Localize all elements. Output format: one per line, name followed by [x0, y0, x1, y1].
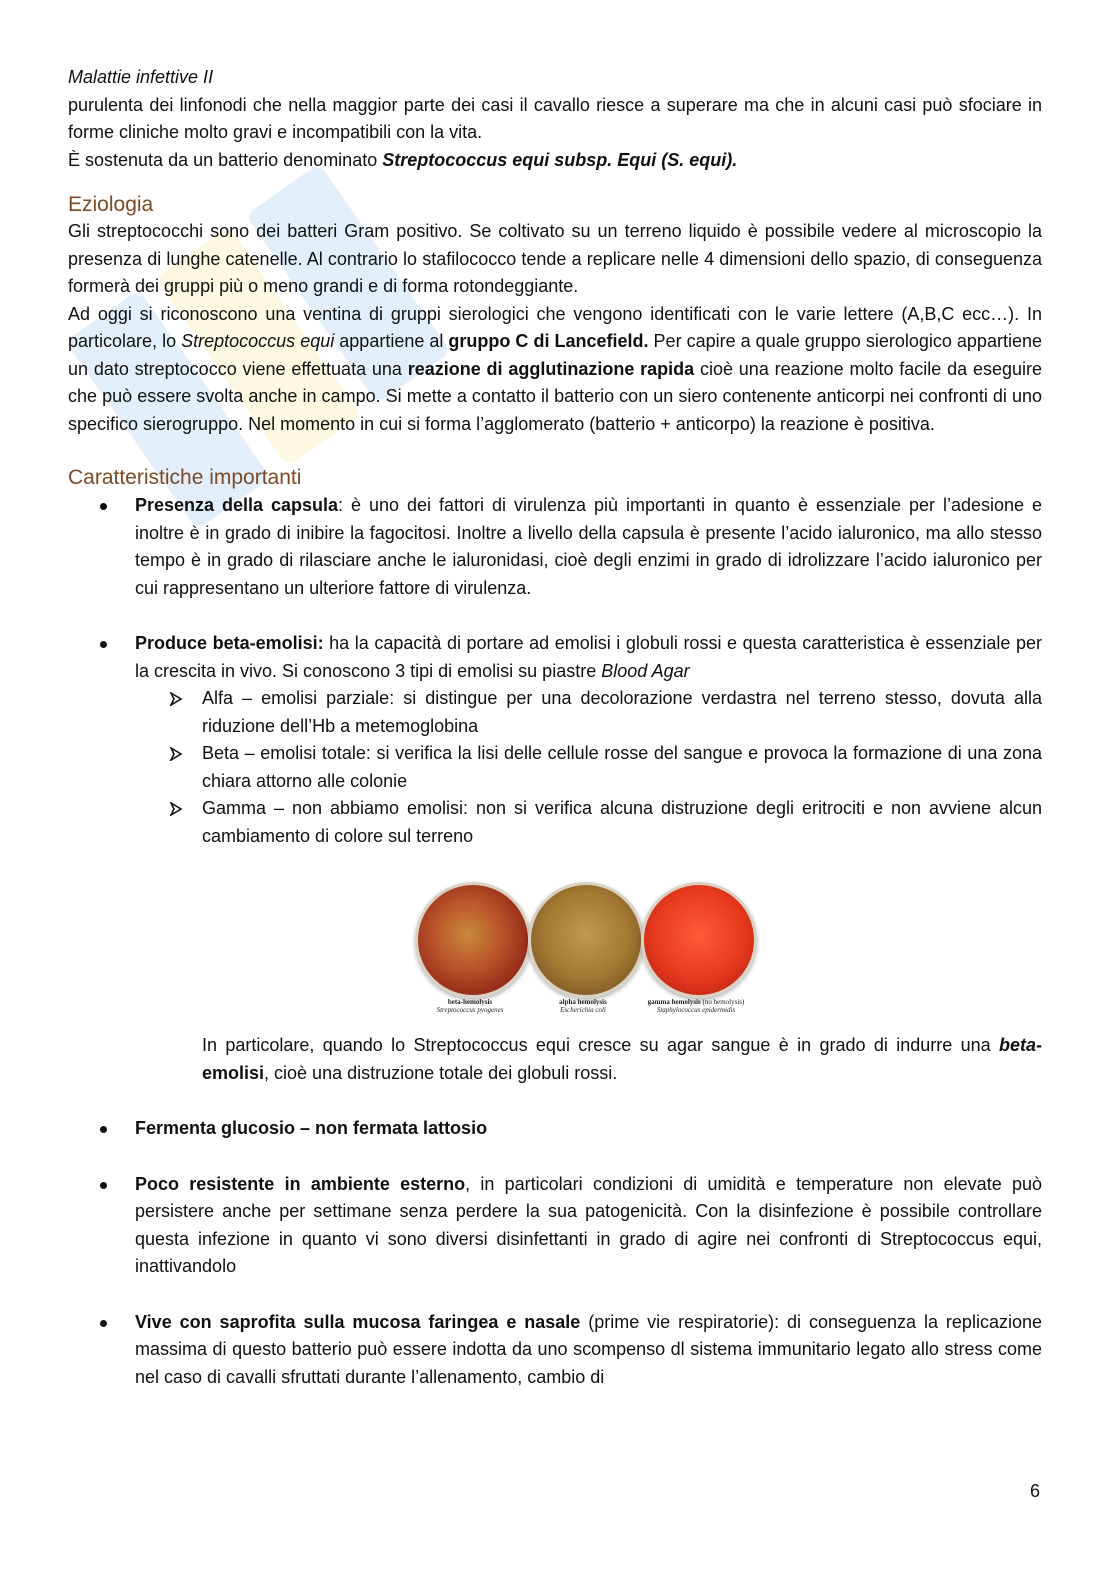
caption-beta: beta-hemolysis Streptococcus pyogenes	[436, 998, 504, 1014]
list-item: Produce beta-emolisi: ha la capacità di portare ad emolisi i globuli rossi e questa caratteristica è essenziale per la crescita in vivo. Si conoscono 3 tipi di emolisi su piastre Blood Agar Alfa – emolisi parziale: si distingue per una decolorazione verdastra nel terreno stesso, dovuta alla riduzione dell’Hb a metemoglobina Beta – emolisi totale: si verifica la lisi delle cellule rosse del sangue e provoca la formazione di una zona chiara attorno alle colonie Gamma – non abbiamo emolisi: non si verifica alcuna distruzione degli eritrociti e non avviene alcun cambiamento di colore sul terreno beta-hemolysis Streptococcus pyogenes alpha hemolysis Escherichia coli gamma hemolysis (no hemolysis) Staphylococcus epidermidis In particolare, quando lo Streptococcus equi cresce su agar sangue è in grado di indurre una beta-emolisi, cioè una distruzione totale dei globuli rossi.	[68, 630, 1042, 1087]
list-item: Poco resistente in ambiente esterno, in particolari condizioni di umidità e temperature non elevate può persistere anche per settimane senza perdere la sua patogenicità. Con la disinfezione è possibile controllare questa infezione in quanto vi sono diversi disinfettanti in grado di agire nei confronti di Streptococcus equi, inattivandolo	[68, 1171, 1042, 1281]
petri-dish-beta	[415, 882, 531, 998]
sub-list-item: Alfa – emolisi parziale: si distingue per una decolorazione verdastra nel terreno stesso, dovuta alla riduzione dell’Hb a metemoglobina	[135, 685, 1042, 740]
running-header: Malattie infettive II	[68, 67, 214, 87]
arrow-bullet-icon	[169, 802, 183, 816]
eziologia-paragraph-1: Gli streptococchi sono dei batteri Gram positivo. Se coltivato su un terreno liquido è possibile vedere al microscopio la presenza di lunghe catenelle. Al contrario lo stafilococco tende a replicare nelle 4 dimensioni dello spazio, di conseguenza formerà dei gruppi più o meno grandi e di forma rotondeggiante.	[68, 221, 1042, 296]
list-item: Fermenta glucosio – non fermata lattosio	[68, 1115, 1042, 1143]
hemolysis-types-list	[135, 685, 1042, 850]
section-heading-caratteristiche: Caratteristiche importanti	[68, 466, 302, 489]
bullet-icon	[100, 641, 107, 648]
bullet-icon	[100, 1182, 107, 1189]
hemolysis-figure	[415, 882, 755, 1012]
bullet-icon	[100, 1126, 107, 1133]
caption-alpha: alpha hemolysis Escherichia coli	[559, 998, 607, 1014]
beta-hemolysis-note: In particolare, quando lo Streptococcus equi cresce su agar sangue è in grado di indurre una beta-emolisi, cioè una distruzione totale dei globuli rossi.	[202, 1035, 1042, 1083]
section-heading-eziologia: Eziologia	[68, 193, 154, 216]
petri-dish-alpha	[528, 882, 644, 998]
caption-gamma: gamma hemolysis (no hemolysis) Staphylococcus epidermidis	[647, 998, 745, 1014]
list-item: Vive con saprofita sulla mucosa faringea e nasale (prime vie respiratorie): di conseguenza la replicazione massima di questo batterio può essere indotta da uno scompenso dl sistema immunitario legato allo stress come nel caso di cavalli sfruttati durante l’allenamento, cambio di	[68, 1309, 1042, 1392]
bullet-icon	[100, 1320, 107, 1327]
page-number: 6	[1030, 1481, 1041, 1501]
intro-paragraph: purulenta dei linfonodi che nella maggior parte dei casi il cavallo riesce a superare ma che in alcuni casi può sfociare in forme cliniche molto gravi e incompatibili con la vita. È sostenuta da un batterio denominato Streptococcus equi subsp. Equi (S. equi).	[68, 94, 1042, 170]
eziologia-paragraph-2: Ad oggi si riconoscono una ventina di gruppi sierologici che vengono identificati con le varie lettere (A,B,C ecc…). In particolare, lo Streptococcus equi appartiene al gruppo C di Lancefield. Per capire a quale gruppo sierologico appartiene un dato streptococco viene effettuata una reazione di agglutinazione rapida cioè una reazione molto facile da eseguire che può essere svolta anche in campo. Si mette a contatto il batterio con un siero contenente anticorpi nei confronti di uno specifico sierogruppo. Nel momento in cui si forma l’agglomerato (batterio + anticorpo) la reazione è positiva.	[68, 303, 1042, 434]
sub-list-item: Beta – emolisi totale: si verifica la lisi delle cellule rosse del sangue e provoca la formazione di una zona chiara attorno alle colonie	[135, 740, 1042, 795]
arrow-bullet-icon	[169, 692, 183, 706]
characteristics-list	[68, 492, 1042, 1391]
list-item: Presenza della capsula: è uno dei fattori di virulenza più importanti in quanto è essenziale per l’adesione e inoltre è in grado di inibire la fagocitosi. Inoltre a livello della capsula è presente l’acido ialuronico, ma allo stesso tempo è in grado di rilasciare anche le ialuronidasi, cioè degli enzimi in grado di idrolizzare l’acido ialuronico per cui rappresentano un ulteriore fattore di virulenza.	[68, 492, 1042, 602]
sub-list-item: Gamma – non abbiamo emolisi: non si verifica alcuna distruzione degli eritrociti e non avviene alcun cambiamento di colore sul terreno	[135, 795, 1042, 850]
arrow-bullet-icon	[169, 747, 183, 761]
petri-dish-gamma	[641, 882, 757, 998]
bullet-icon	[100, 503, 107, 510]
document-page	[68, 64, 1042, 1391]
